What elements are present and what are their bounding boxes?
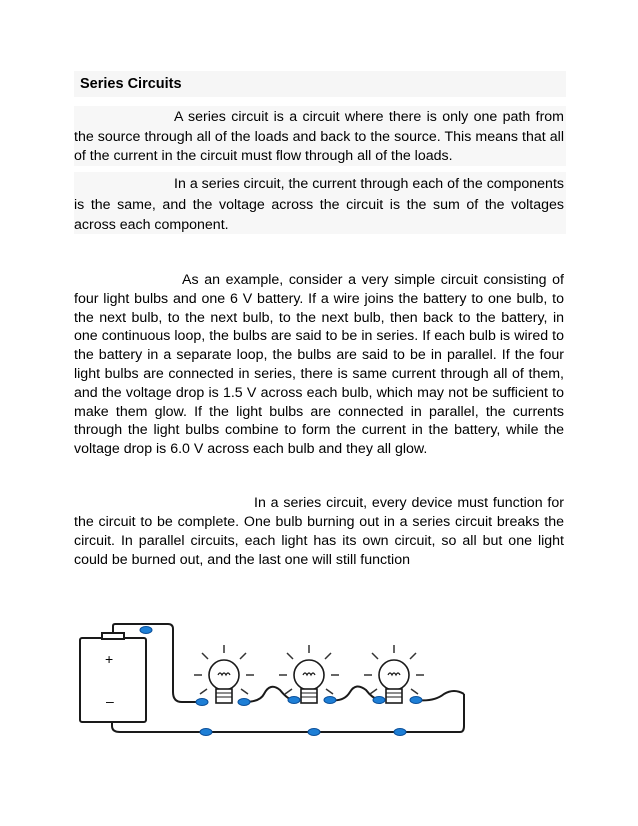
battery-plus-label: + — [105, 651, 114, 667]
connector-icon — [200, 729, 212, 736]
light-bulb-icon — [194, 645, 254, 703]
connector-icon — [196, 699, 208, 706]
connector-icon — [238, 699, 250, 706]
connector-icon — [140, 627, 152, 634]
connector-icon — [410, 697, 422, 704]
paragraph-example: As an example, consider a very simple circuit consisting of four light bulbs and one 6 V battery. If a wire joins the battery to one bulb, to the next bulb, to the next bulb, to the next bulb, then back to the battery, in one continuous loop, the bulbs are said to be in series. If each bulb is wired to the battery in a separate loop, the bulbs are said to be in parallel. If the four light bulbs are connected in series, there is same current through all of them, and the voltage drop is 1.5 V across each bulb, which may not be sufficient to make them glow. If the light bulbs are connected in parallel, the currents through the light bulbs combine to form the current in the battery, while the voltage drop is 6.0 V across each bulb and they all glow. — [74, 272, 564, 458]
light-bulb-icon — [279, 645, 339, 703]
connector-icon — [288, 697, 300, 704]
paragraph-definition: A series circuit is a circuit where there is only one path from the source through all of the loads and back to the source. This means that all of the current in the circuit must flow through all of the loads. — [74, 109, 564, 165]
battery-minus-label: – — [106, 693, 114, 709]
connector-icon — [394, 729, 406, 736]
series-circuit-figure — [74, 622, 474, 737]
battery-icon — [80, 633, 146, 722]
paragraph-function: In a series circuit, every device must function for the circuit to be complete. One bulb burning out in a series circuit breaks the circuit. In parallel circuits, each light has its own circuit, so all but one light could be burned out, and the last one will still function — [74, 495, 564, 568]
connector-icon — [373, 697, 385, 704]
light-bulb-icon — [364, 645, 424, 703]
wires — [112, 624, 464, 732]
connector-icon — [308, 729, 320, 736]
page-title: Series Circuits — [80, 76, 182, 92]
connector-icon — [324, 697, 336, 704]
paragraph-current-voltage: In a series circuit, the current through each of the components is the same, and the voltage across the circuit is the sum of the voltages across each component. — [74, 176, 564, 233]
